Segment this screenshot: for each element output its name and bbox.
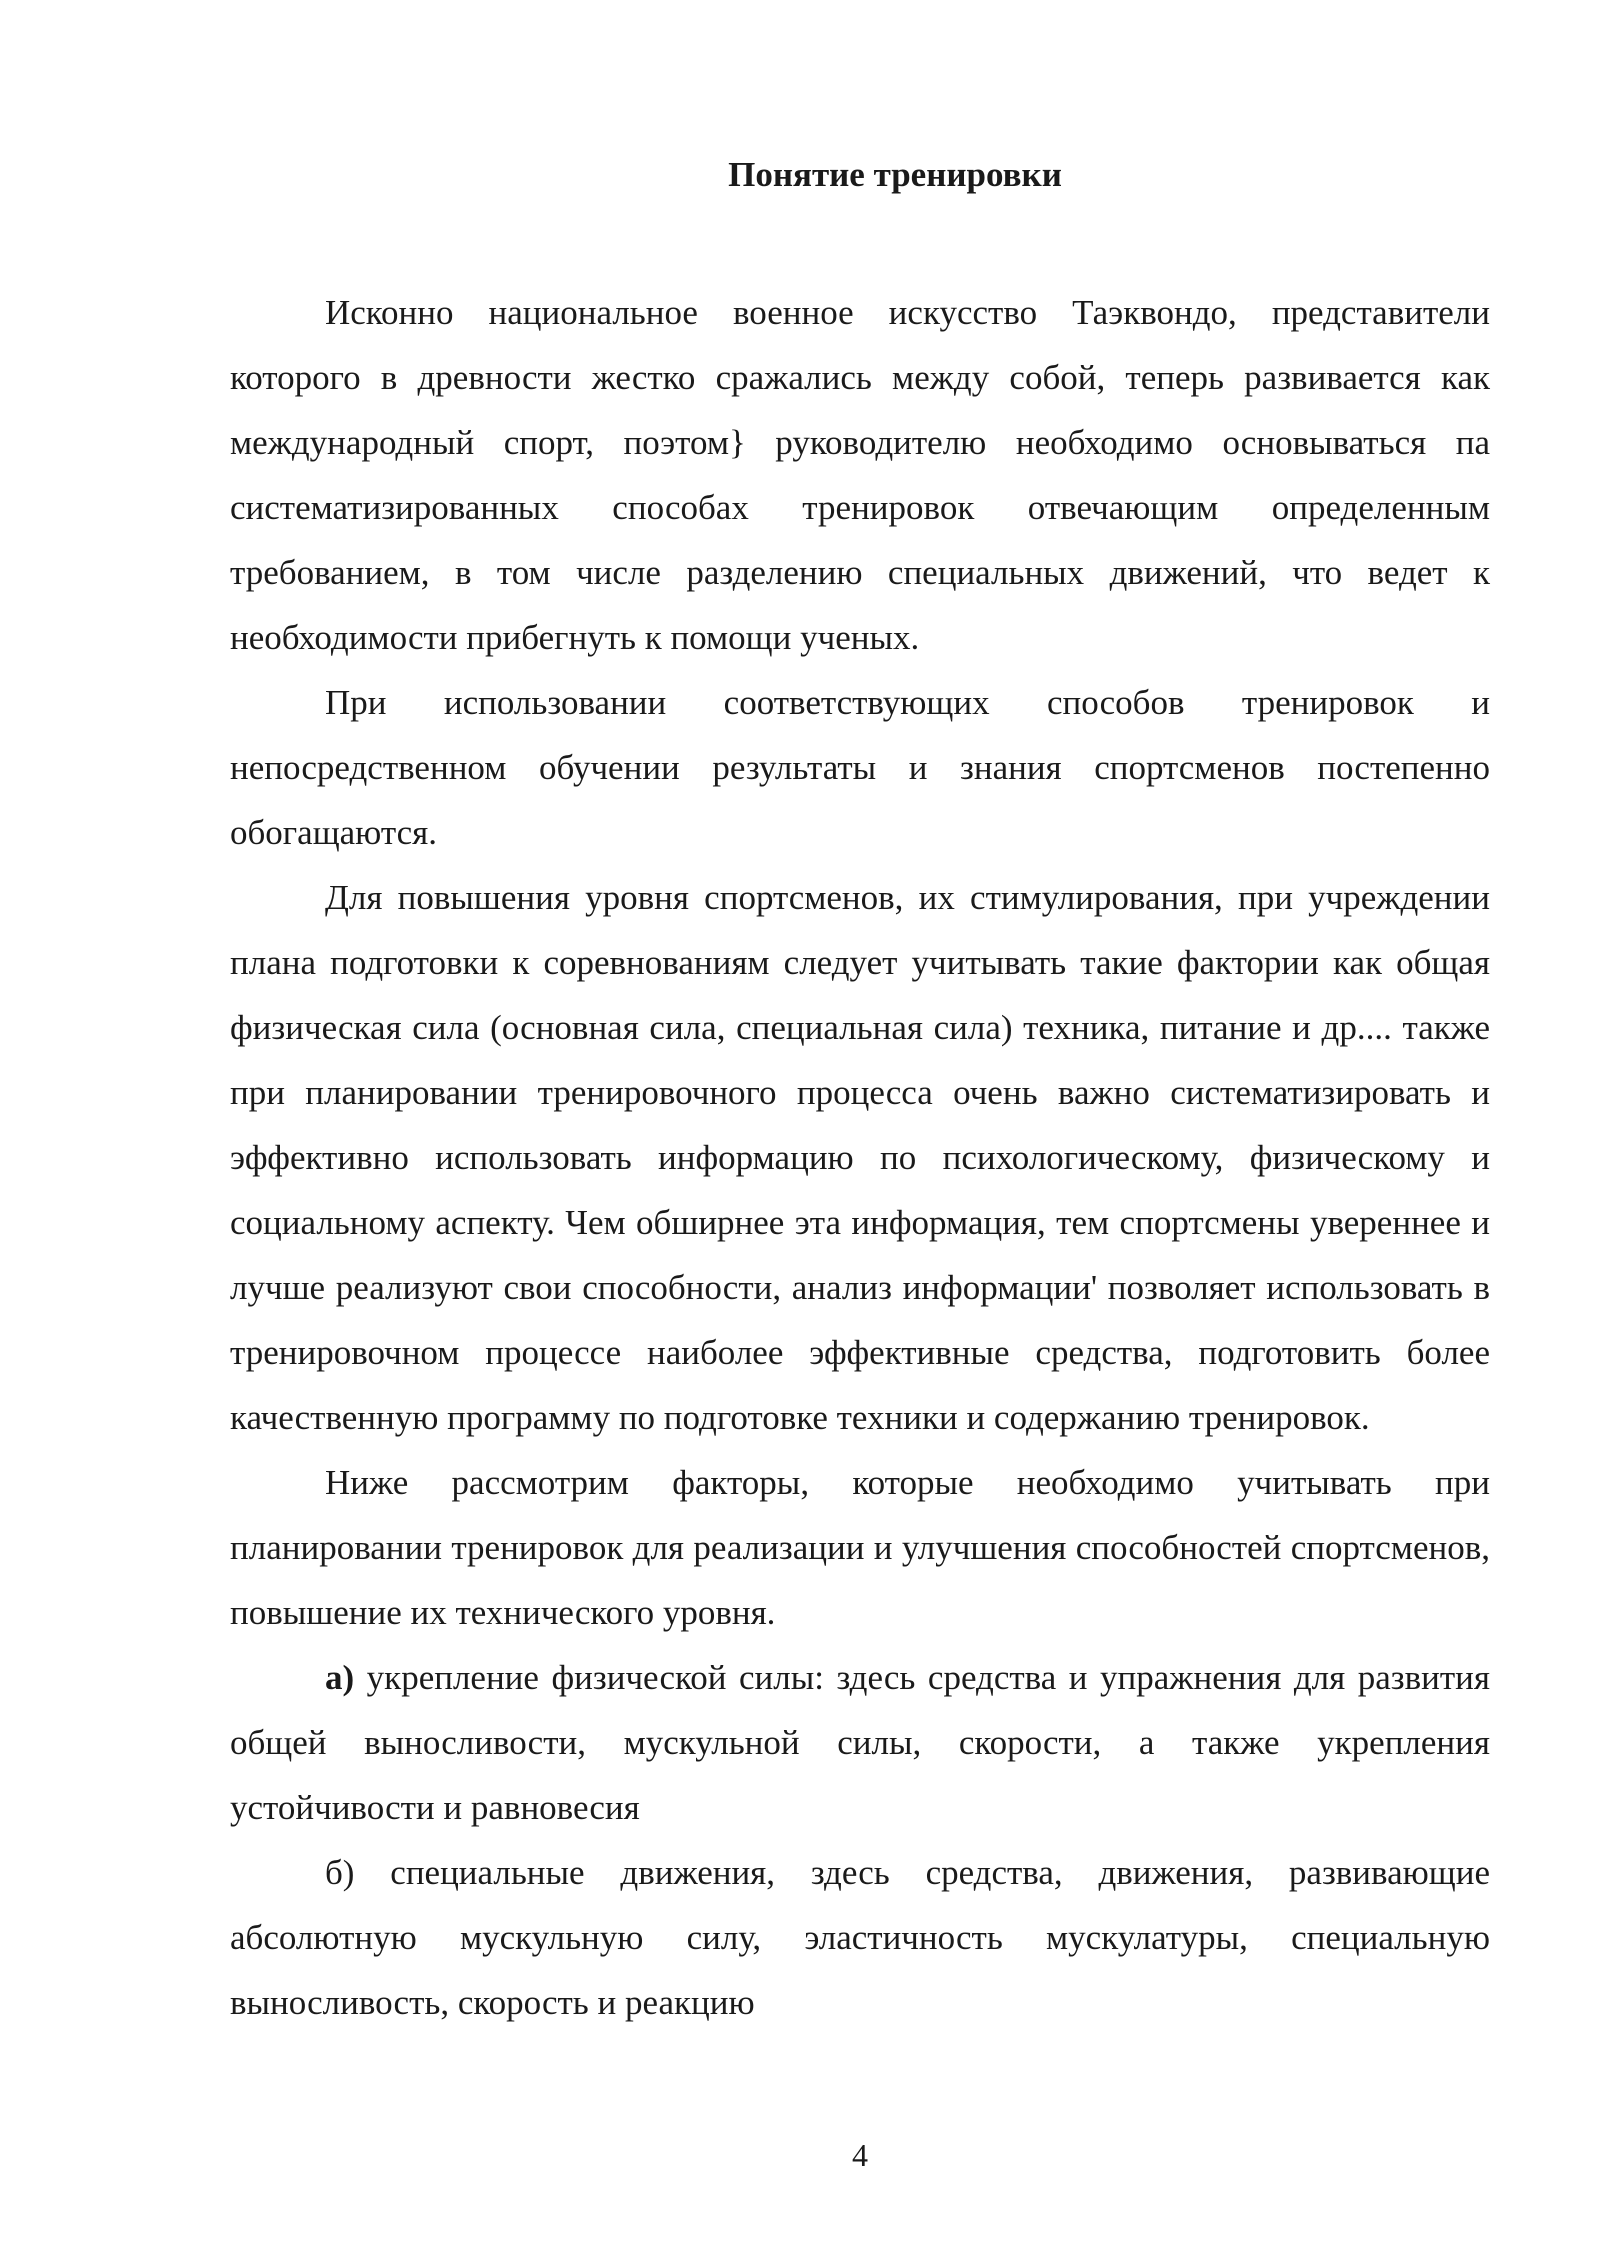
list-item-a (230, 1645, 1490, 1840)
page-content (230, 150, 1490, 2035)
list-marker-b: б) (325, 1853, 355, 1892)
list-item-b (230, 1840, 1490, 2035)
page-title: Понятие тренировки (728, 155, 1062, 194)
paragraph-4: Ниже рассмотрим факторы, которые необходимо учитывать при планировании тренировок для реализации и улучшения способностей спортсменов, повышение их технического уровня. (230, 1463, 1490, 1632)
paragraph-3: Для повышения уровня спортсменов, их стимулирования, при учреждении плана подготовки к соревнованиям следует учитывать такие фактории как общая физическая сила (основная сила, специальная сила) техника, питание и др.... также при планировании тренировочного процесса очень важно систематизировать и эффективно использовать информацию по психологическому, физическому и социальному аспекту. Чем обширнее эта информация, тем спортсмены увереннее и лучше реализуют свои способности, анализ информации' позволяет использовать в тренировочном процессе наиболее эффективные средства, подготовить более качественную программу по подготовке техники и содержанию тренировок. (230, 878, 1490, 1437)
list-text-a: укрепление физической силы: здесь средства и упражнения для развития общей выносливости, мускульной силы, скорости, а также укрепления устойчивости и равновесия (230, 1658, 1490, 1827)
page-number: 4 (852, 2137, 868, 2173)
list-marker-a: а) (325, 1658, 355, 1697)
paragraph-1: Исконно национальное военное искусство Таэквондо, представители которого в древности жестко сражались между собой, теперь развивается как международный спорт, поэтом} руководителю необходимо основываться па систематизированных способах тренировок отвечающим определенным требованием, в том числе разделению специальных движений, что ведет к необходимости прибегнуть к помощи ученых. (230, 293, 1490, 657)
paragraph-2: При использовании соответствующих способов тренировок и непосредственном обучении результаты и знания спортсменов постепенно обогащаются. (230, 683, 1490, 852)
list-text-b: специальные движения, здесь средства, движения, развивающие абсолютную мускульную силу, эластичность мускулатуры, специальную выносливость, скорость и реакцию (230, 1853, 1490, 2022)
